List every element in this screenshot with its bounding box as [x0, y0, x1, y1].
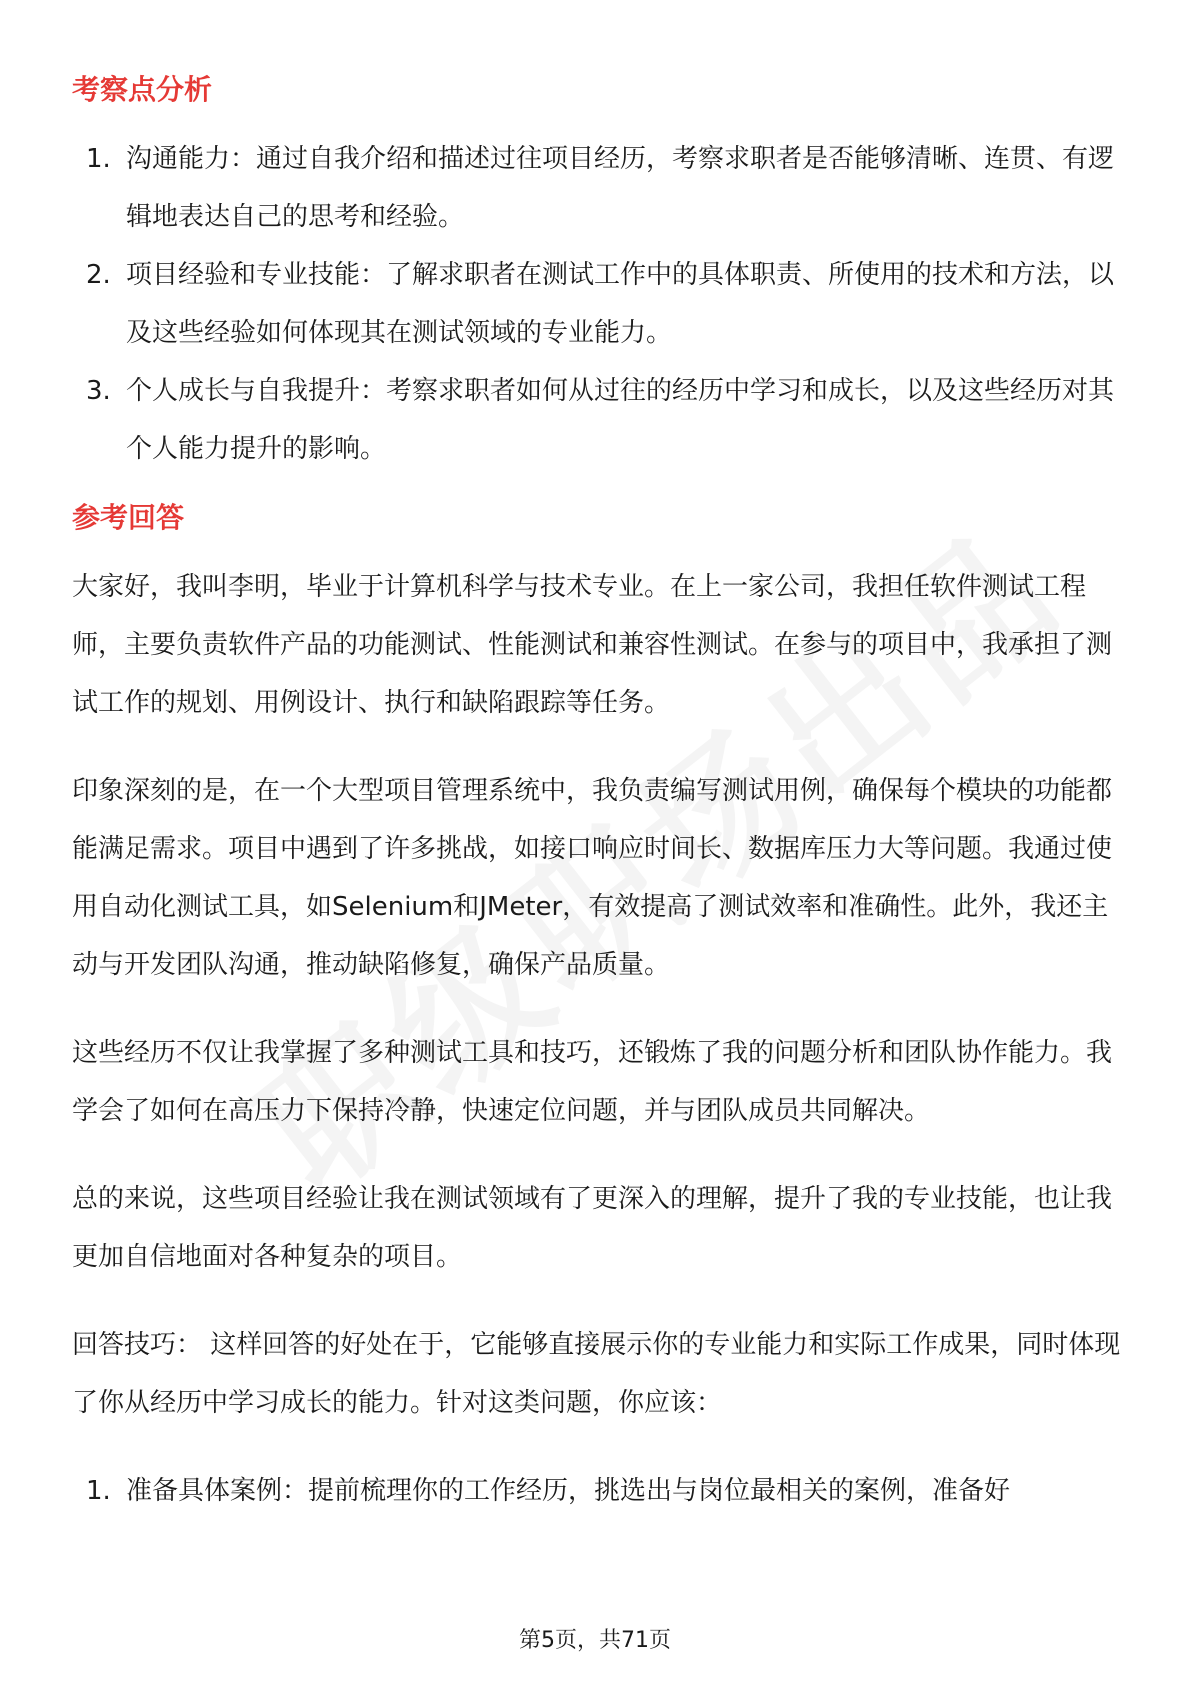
answer-paragraph: 印象深刻的是，在一个大型项目管理系统中，我负责编写测试用例，确保每个模块的功能都能满足需求。项目中遇到了许多挑战，如接口响应时间长、数据库压力大等问题。我通过使用自动化测试工具，如Selenium和JMeter，有效提高了测试效率和准确性。此外，我还主动与开发团队沟通，推动缺陷修复，确保产品质量。	[72, 776, 1113, 980]
list-item	[72, 130, 1122, 246]
list-item	[72, 1462, 1122, 1520]
list-item	[72, 362, 1122, 478]
page-number-footer: 第5页，共71页	[519, 1628, 671, 1653]
list-number: 1.	[86, 144, 111, 174]
list-item	[72, 246, 1122, 362]
list-item-text: 个人成长与自我提升：考察求职者如何从过往的经历中学习和成长，以及这些经历对其个人能力提升的影响。	[126, 376, 1115, 464]
answer-paragraph: 这些经历不仅让我掌握了多种测试工具和技巧，还锻炼了我的问题分析和团队协作能力。我学会了如何在高压力下保持冷静，快速定位问题，并与团队成员共同解决。	[72, 1038, 1113, 1126]
list-item-text: 项目经验和专业技能：了解求职者在测试工作中的具体职责、所使用的技术和方法，以及这些经验如何体现其在测试领域的专业能力。	[126, 260, 1115, 348]
list-item-text: 沟通能力：通过自我介绍和描述过往项目经历，考察求职者是否能够清晰、连贯、有逻辑地表达自己的思考和经验。	[126, 144, 1115, 232]
answer-tips-paragraph: 回答技巧： 这样回答的好处在于，它能够直接展示你的专业能力和实际工作成果，同时体现了你从经历中学习成长的能力。针对这类问题，你应该：	[72, 1330, 1121, 1418]
tips-list	[72, 1462, 1122, 1520]
section-heading-analysis: 考察点分析	[72, 73, 213, 106]
analysis-list	[72, 130, 1122, 478]
answer-paragraph: 总的来说，这些项目经验让我在测试领域有了更深入的理解，提升了我的专业技能，也让我更加自信地面对各种复杂的项目。	[72, 1184, 1113, 1272]
page-content	[72, 70, 1122, 1520]
answer-paragraph: 大家好，我叫李明，毕业于计算机科学与技术专业。在上一家公司，我担任软件测试工程师，主要负责软件产品的功能测试、性能测试和兼容性测试。在参与的项目中，我承担了测试工作的规划、用例设计、执行和缺陷跟踪等任务。	[72, 572, 1113, 718]
section-heading-reference-answer: 参考回答	[72, 501, 185, 534]
list-item-text: 准备具体案例：提前梳理你的工作经历，挑选出与岗位最相关的案例，准备好	[126, 1476, 1011, 1506]
list-number: 2.	[86, 260, 111, 290]
list-number: 1.	[86, 1476, 111, 1506]
list-number: 3.	[86, 376, 111, 406]
